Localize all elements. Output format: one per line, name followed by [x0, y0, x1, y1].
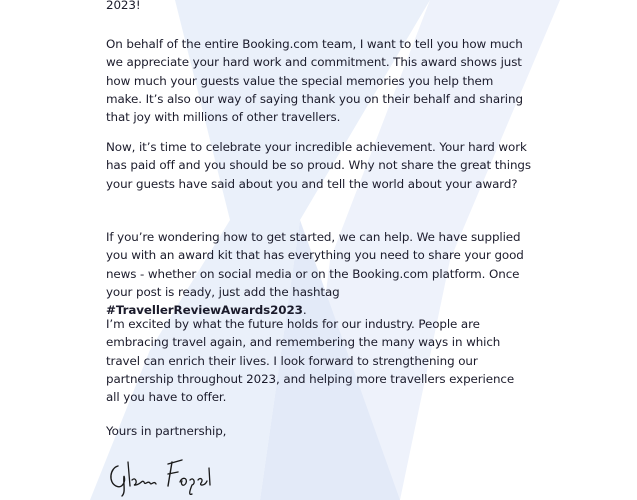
award-hashtag: #TravellerReviewAwards2023 [106, 303, 303, 318]
paragraph-3-text: If you’re wondering how to get started, we can help. We have supplied you with an award kit that has everything you need to share your good news - whether on social media or on the Booking.com platform. Once your post is ready, just add the hashtag [106, 230, 524, 299]
letter-paragraph-1: On behalf of the entire Booking.com team, I want to tell you how much we appreciate your hard work and commitment. This award shows just how much your guests value the special memories you help them make. It’s also our way of saying thank you on their behalf and sharing that joy with millions of other travellers. [106, 37, 523, 125]
closing-line: Yours in partnership, [106, 424, 227, 438]
handwritten-signature [104, 452, 224, 500]
paragraph-3-end: . [302, 303, 307, 318]
year-line: 2023! [106, 0, 141, 12]
letter-paragraph-4: I’m excited by what the future holds for our industry. People are embracing travel again, and remembering the many ways in which travel can enrich their lives. I look forward to strengthening our partnership throughout 2023, and helping more travellers experience all you have to offer. [106, 317, 515, 405]
letter-paragraph-2: Now, it’s time to celebrate your incredible achievement. Your hard work has paid off and you should be so proud. Why not share the great things your guests have said about you and tell the world about your award? [106, 140, 531, 191]
letter-paragraph-3 [106, 228, 531, 319]
